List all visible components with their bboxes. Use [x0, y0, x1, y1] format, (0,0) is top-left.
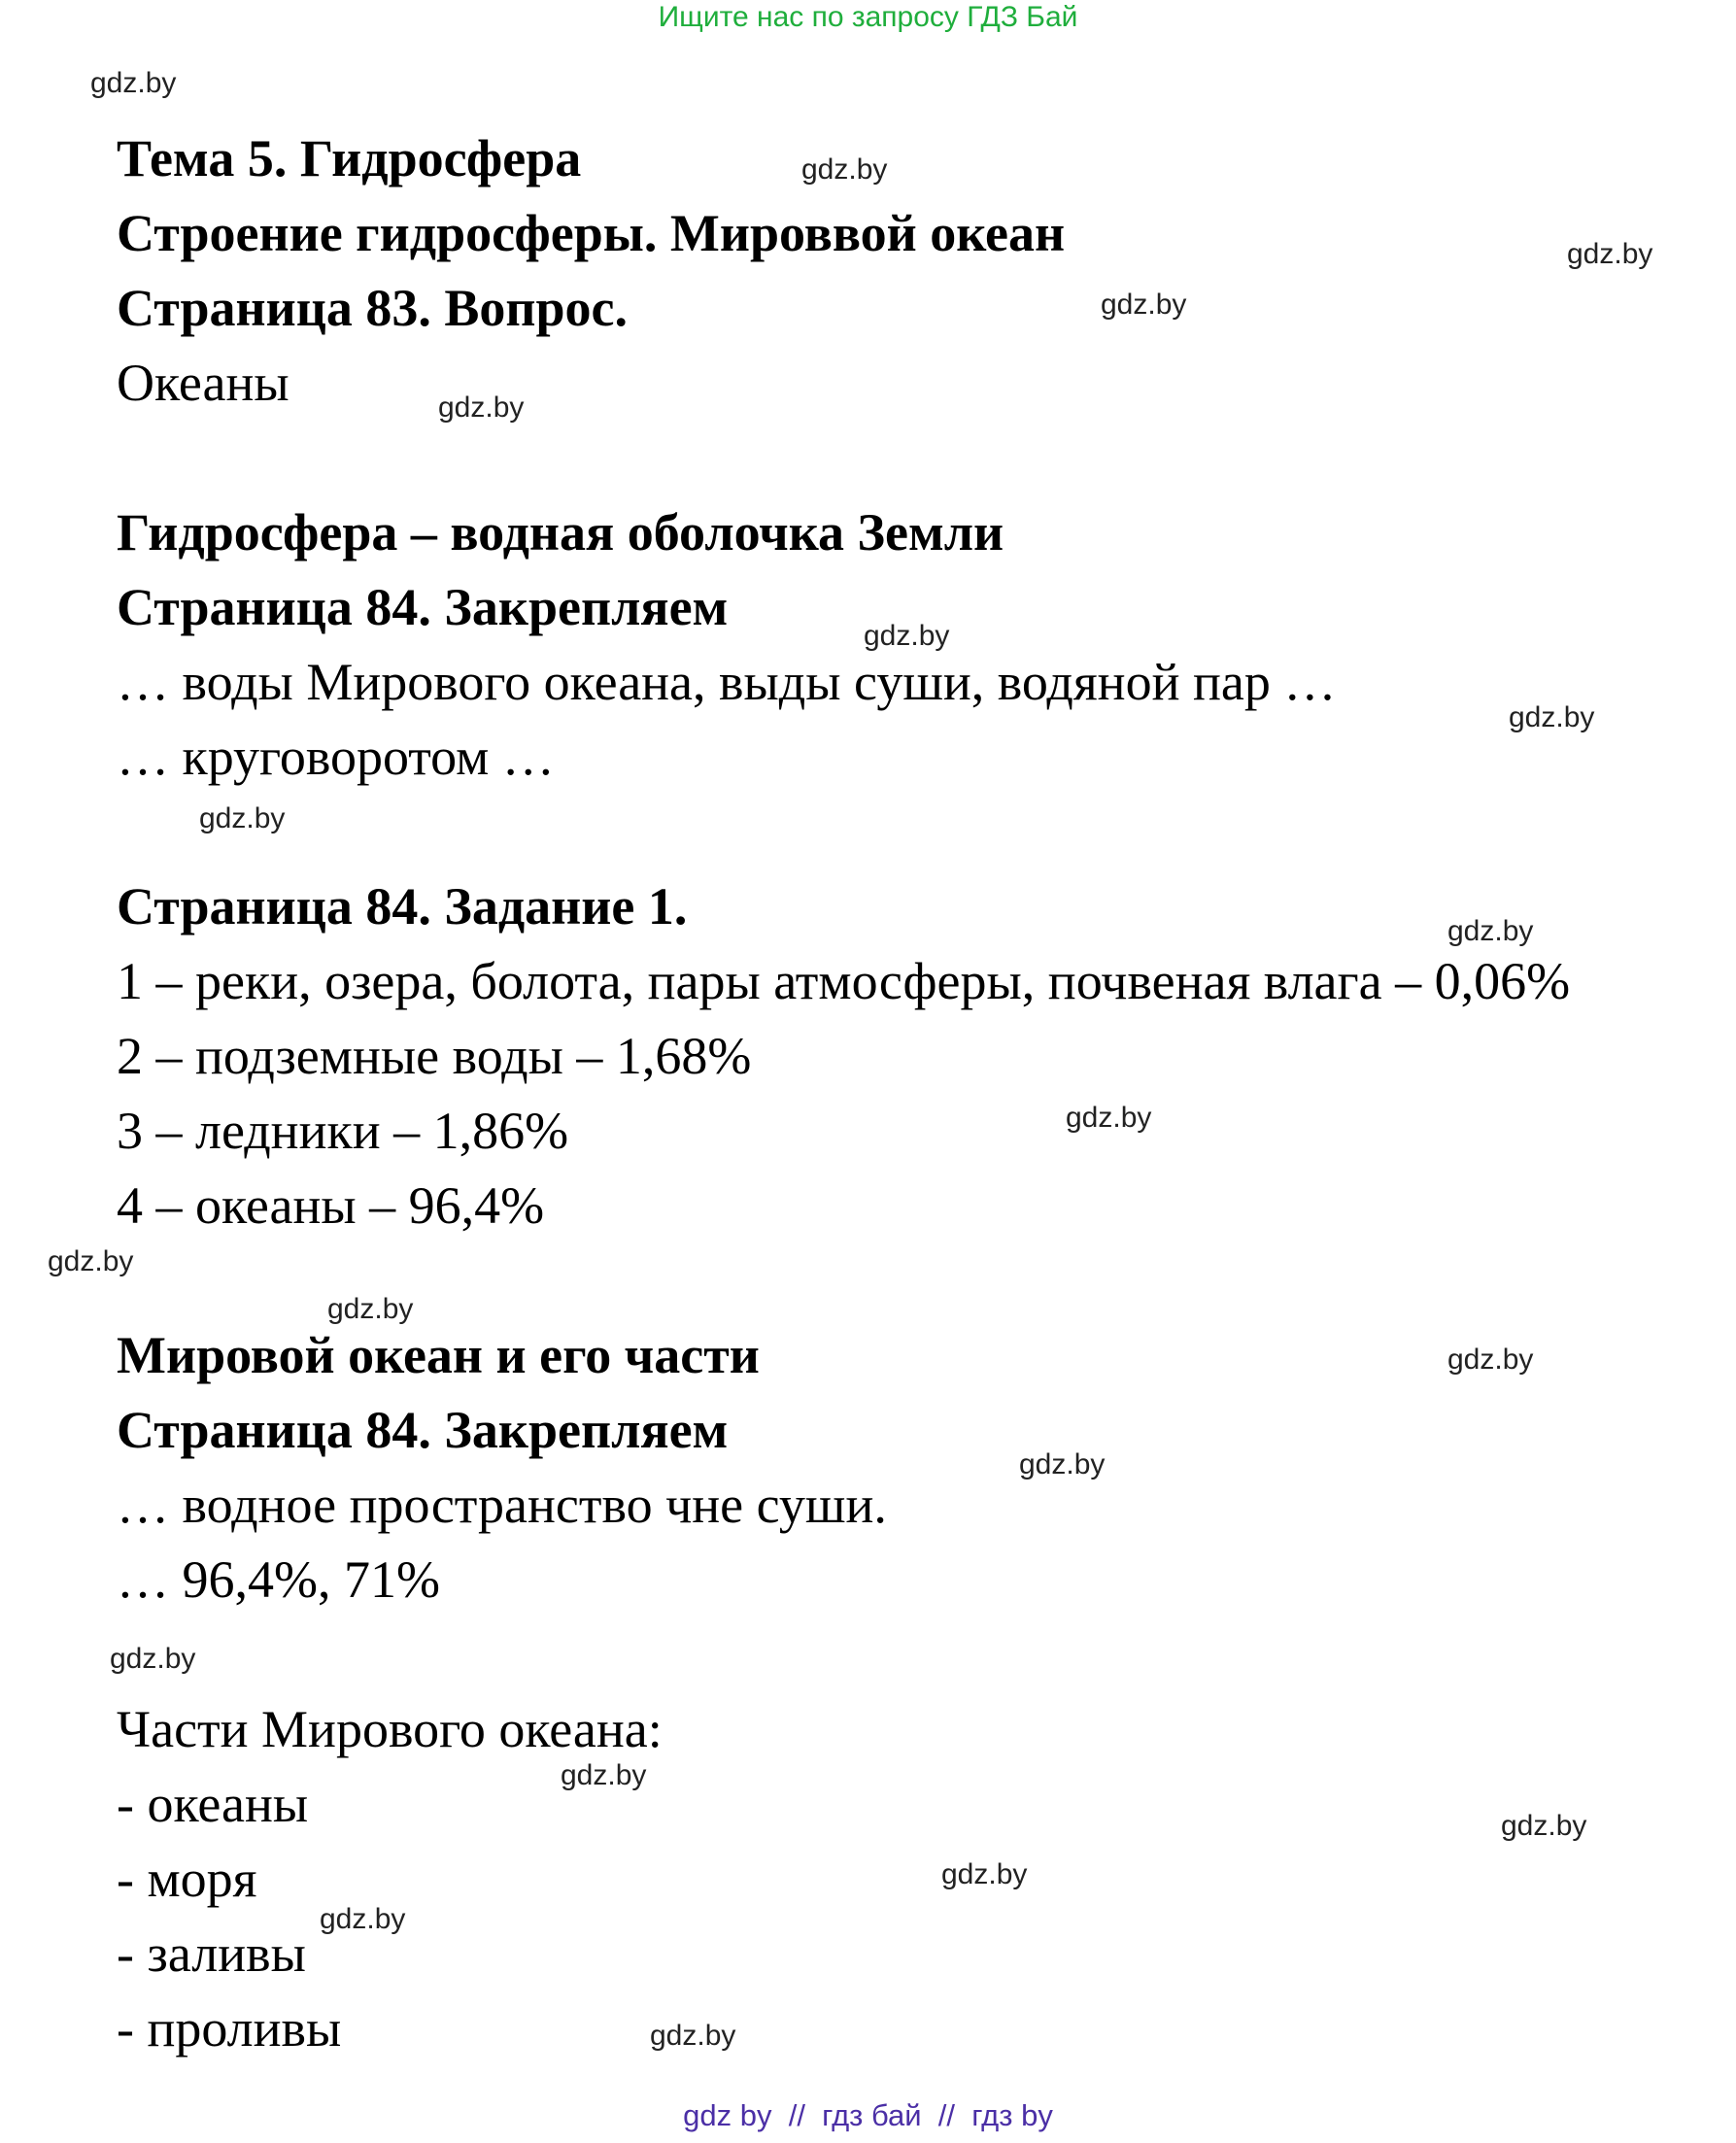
watermark: gdz.by — [941, 1858, 1028, 1890]
watermark: gdz.by — [1101, 289, 1187, 321]
watermark: gdz.by — [1567, 238, 1653, 270]
list-item: - океаны — [117, 1775, 309, 1833]
question-heading: Страница 84. Задание 1. — [117, 877, 688, 935]
watermark: gdz.by — [650, 2020, 736, 2052]
answer-line: 3 – ледники – 1,86% — [117, 1102, 569, 1160]
section-heading: Гидросфера – водная оболочка Земли — [117, 503, 1004, 561]
list-item: - проливы — [117, 1999, 342, 2058]
answer-line: … круговоротом … — [117, 728, 555, 786]
answer-line: 1 – реки, озера, болота, пары атмосферы, почвеная влага – 0,06% — [117, 952, 1571, 1010]
answer-line: … водное пространство чне суши. — [117, 1476, 887, 1534]
watermark: gdz.by — [320, 1903, 406, 1935]
answer-line: 4 – океаны – 96,4% — [117, 1176, 545, 1235]
watermark: gdz.by — [1019, 1448, 1106, 1480]
question-heading: Страница 84. Закрепляем — [117, 1401, 729, 1459]
list-item: - заливы — [117, 1924, 306, 1983]
watermark: gdz.by — [90, 67, 177, 99]
question-heading: Страница 83. Вопрос. — [117, 279, 628, 337]
answer-line: … 96,4%, 71% — [117, 1550, 440, 1609]
list-item: - моря — [117, 1850, 257, 1908]
section-heading: Мировой океан и его части — [117, 1326, 760, 1384]
watermark: gdz.by — [327, 1293, 414, 1325]
watermark: gdz.by — [1447, 1344, 1534, 1376]
answer-line: Части Мирового океана: — [117, 1700, 663, 1758]
watermark: gdz.by — [48, 1245, 134, 1277]
answer-line: … воды Мирового океана, выды суши, водяной пар … — [117, 653, 1337, 711]
answer-line: Океаны — [117, 354, 289, 412]
watermark: gdz.by — [1509, 701, 1595, 733]
watermark: gdz.by — [1447, 915, 1534, 947]
answer-line: 2 – подземные воды – 1,68% — [117, 1027, 752, 1085]
topic-heading: Тема 5. Гидросфера — [117, 129, 582, 187]
watermark: gdz.by — [438, 391, 525, 424]
watermark: gdz.by — [561, 1759, 647, 1791]
watermark: gdz.by — [864, 620, 950, 652]
section-heading: Строение гидросферы. Мироввой океан — [117, 204, 1066, 262]
watermark: gdz.by — [1066, 1102, 1152, 1134]
watermark: gdz.by — [199, 802, 286, 834]
top-search-banner: Ищите нас по запросу ГДЗ Бай — [658, 1, 1078, 33]
footer-links: gdz by // гдз бай // гдз by — [683, 2098, 1053, 2132]
watermark: gdz.by — [801, 153, 888, 186]
watermark: gdz.by — [1501, 1810, 1587, 1842]
question-heading: Страница 84. Закрепляем — [117, 578, 729, 636]
watermark: gdz.by — [110, 1643, 196, 1675]
